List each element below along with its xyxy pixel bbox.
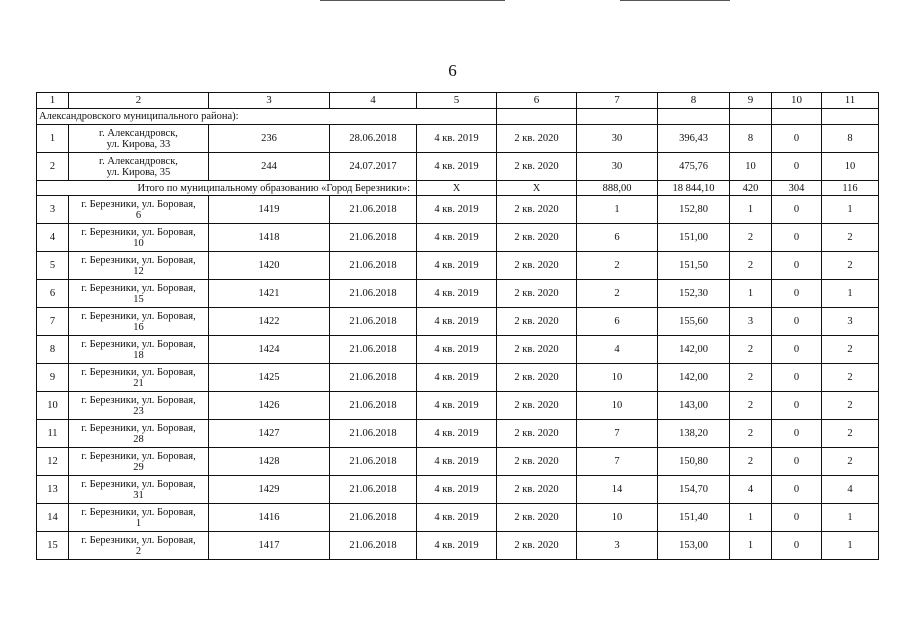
registry-number: 1417 [209, 532, 330, 560]
end-period: 2 кв. 2020 [497, 280, 577, 308]
value-cell: 2 [577, 280, 658, 308]
total-row [37, 181, 879, 196]
area-cell: 155,60 [658, 308, 730, 336]
end-period: 2 кв. 2020 [497, 196, 577, 224]
count-cell: 10 [730, 153, 772, 181]
address-cell [69, 420, 209, 448]
address-line: 15 [133, 293, 144, 305]
registry-number: 1426 [209, 392, 330, 420]
count-cell: 8 [822, 125, 879, 153]
start-period: 4 кв. 2019 [417, 504, 497, 532]
value-cell: 30 [577, 125, 658, 153]
address-cell [69, 196, 209, 224]
empty-cell [730, 109, 772, 125]
end-period: 2 кв. 2020 [497, 420, 577, 448]
count-cell: 1 [822, 280, 879, 308]
count-cell: 2 [822, 448, 879, 476]
count-cell: 2 [730, 364, 772, 392]
section-row [37, 109, 879, 125]
start-period: 4 кв. 2019 [417, 532, 497, 560]
table-row [37, 532, 879, 560]
count-cell: 2 [822, 364, 879, 392]
date-cell: 21.06.2018 [330, 392, 417, 420]
address-line: г. Березники, ул. Боровая, [81, 422, 196, 434]
address-line: 16 [133, 321, 144, 333]
count-cell: 2 [822, 224, 879, 252]
table-row [37, 196, 879, 224]
start-period: 4 кв. 2019 [417, 392, 497, 420]
column-number: 4 [330, 93, 417, 109]
row-number: 8 [37, 336, 69, 364]
column-number: 5 [417, 93, 497, 109]
address-line: г. Александровск, [99, 155, 178, 167]
table-row [37, 308, 879, 336]
count-cell: 2 [730, 420, 772, 448]
area-cell: 154,70 [658, 476, 730, 504]
count-cell: 8 [730, 125, 772, 153]
table-row [37, 504, 879, 532]
registry-number: 1416 [209, 504, 330, 532]
date-cell: 21.06.2018 [330, 476, 417, 504]
count-cell: 2 [730, 392, 772, 420]
date-cell: 21.06.2018 [330, 364, 417, 392]
row-number: 12 [37, 448, 69, 476]
registry-number: 1429 [209, 476, 330, 504]
address-line: 10 [133, 237, 144, 249]
area-cell: 142,00 [658, 336, 730, 364]
end-period: 2 кв. 2020 [497, 532, 577, 560]
column-number: 6 [497, 93, 577, 109]
registry-number: 1428 [209, 448, 330, 476]
column-number: 10 [772, 93, 822, 109]
row-number: 14 [37, 504, 69, 532]
address-line: г. Березники, ул. Боровая, [81, 394, 196, 406]
column-number: 8 [658, 93, 730, 109]
address-line: 2 [135, 545, 142, 557]
address-line: г. Березники, ул. Боровая, [81, 534, 196, 546]
end-period: 2 кв. 2020 [497, 252, 577, 280]
table-row [37, 420, 879, 448]
end-period: 2 кв. 2020 [497, 153, 577, 181]
registry-number: 1424 [209, 336, 330, 364]
end-period: 2 кв. 2020 [497, 364, 577, 392]
date-cell: 21.06.2018 [330, 280, 417, 308]
table-row [37, 224, 879, 252]
count-cell: 0 [772, 364, 822, 392]
empty-cell [497, 109, 577, 125]
table-body [37, 93, 879, 560]
start-period: 4 кв. 2019 [417, 476, 497, 504]
row-number: 9 [37, 364, 69, 392]
value-cell: 1 [577, 196, 658, 224]
address-cell [69, 224, 209, 252]
address-line: 6 [135, 209, 142, 221]
area-cell: 475,76 [658, 153, 730, 181]
column-number: 2 [69, 93, 209, 109]
row-number: 13 [37, 476, 69, 504]
count-cell: 2 [822, 392, 879, 420]
end-period: 2 кв. 2020 [497, 448, 577, 476]
count-cell: 0 [772, 224, 822, 252]
value-cell: 6 [577, 308, 658, 336]
address-line: г. Березники, ул. Боровая, [81, 198, 196, 210]
count-cell: 4 [822, 476, 879, 504]
address-line: 28 [133, 433, 144, 445]
total-cell: X [417, 181, 497, 196]
count-cell: 2 [730, 252, 772, 280]
count-cell: 0 [772, 476, 822, 504]
count-cell: 0 [772, 308, 822, 336]
registry-number: 1422 [209, 308, 330, 336]
count-cell: 1 [730, 532, 772, 560]
count-cell: 3 [730, 308, 772, 336]
table-row [37, 153, 879, 181]
start-period: 4 кв. 2019 [417, 420, 497, 448]
empty-cell [822, 109, 879, 125]
address-cell [69, 392, 209, 420]
count-cell: 2 [730, 336, 772, 364]
area-cell: 151,00 [658, 224, 730, 252]
address-cell [69, 336, 209, 364]
value-cell: 7 [577, 448, 658, 476]
address-line: г. Березники, ул. Боровая, [81, 450, 196, 462]
start-period: 4 кв. 2019 [417, 308, 497, 336]
scan-artifact-line [620, 0, 730, 1]
count-cell: 3 [822, 308, 879, 336]
row-number: 7 [37, 308, 69, 336]
date-cell: 21.06.2018 [330, 224, 417, 252]
value-cell: 6 [577, 224, 658, 252]
end-period: 2 кв. 2020 [497, 504, 577, 532]
count-cell: 0 [772, 392, 822, 420]
address-line: г. Березники, ул. Боровая, [81, 366, 196, 378]
value-cell: 7 [577, 420, 658, 448]
area-cell: 150,80 [658, 448, 730, 476]
row-number: 10 [37, 392, 69, 420]
address-cell [69, 476, 209, 504]
registry-number: 1421 [209, 280, 330, 308]
value-cell: 3 [577, 532, 658, 560]
registry-number: 244 [209, 153, 330, 181]
registry-number: 1419 [209, 196, 330, 224]
date-cell: 21.06.2018 [330, 420, 417, 448]
address-line: ул. Кирова, 35 [106, 166, 171, 178]
count-cell: 1 [730, 280, 772, 308]
area-cell: 151,40 [658, 504, 730, 532]
column-number-row [37, 93, 879, 109]
date-cell: 21.06.2018 [330, 196, 417, 224]
start-period: 4 кв. 2019 [417, 448, 497, 476]
address-cell [69, 364, 209, 392]
registry-number: 1418 [209, 224, 330, 252]
end-period: 2 кв. 2020 [497, 392, 577, 420]
start-period: 4 кв. 2019 [417, 224, 497, 252]
value-cell: 2 [577, 252, 658, 280]
address-cell [69, 504, 209, 532]
table-row [37, 476, 879, 504]
value-cell: 4 [577, 336, 658, 364]
page-number: 6 [448, 61, 457, 80]
date-cell: 24.07.2017 [330, 153, 417, 181]
address-line: г. Березники, ул. Боровая, [81, 506, 196, 518]
table-row [37, 252, 879, 280]
column-number: 3 [209, 93, 330, 109]
table-row [37, 392, 879, 420]
total-cell: 304 [772, 181, 822, 196]
count-cell: 0 [772, 336, 822, 364]
address-cell [69, 308, 209, 336]
address-cell [69, 153, 209, 181]
area-cell: 143,00 [658, 392, 730, 420]
table-row [37, 448, 879, 476]
row-number: 5 [37, 252, 69, 280]
address-cell [69, 280, 209, 308]
address-line: 1 [135, 517, 142, 529]
table-row [37, 125, 879, 153]
table-row [37, 364, 879, 392]
area-cell: 152,80 [658, 196, 730, 224]
total-cell: 18 844,10 [658, 181, 730, 196]
count-cell: 2 [730, 224, 772, 252]
start-period: 4 кв. 2019 [417, 196, 497, 224]
table-row [37, 280, 879, 308]
empty-cell [772, 109, 822, 125]
start-period: 4 кв. 2019 [417, 153, 497, 181]
count-cell: 0 [772, 448, 822, 476]
address-line: ул. Кирова, 33 [106, 138, 171, 150]
count-cell: 0 [772, 504, 822, 532]
end-period: 2 кв. 2020 [497, 308, 577, 336]
start-period: 4 кв. 2019 [417, 252, 497, 280]
registry-number: 236 [209, 125, 330, 153]
date-cell: 21.06.2018 [330, 308, 417, 336]
value-cell: 10 [577, 504, 658, 532]
count-cell: 1 [822, 532, 879, 560]
count-cell: 2 [822, 252, 879, 280]
row-number: 3 [37, 196, 69, 224]
row-number: 11 [37, 420, 69, 448]
end-period: 2 кв. 2020 [497, 224, 577, 252]
address-cell [69, 252, 209, 280]
empty-cell [577, 109, 658, 125]
section-title: Александровского муниципального района): [37, 109, 497, 125]
count-cell: 1 [822, 196, 879, 224]
registry-number: 1420 [209, 252, 330, 280]
start-period: 4 кв. 2019 [417, 125, 497, 153]
value-cell: 14 [577, 476, 658, 504]
address-line: 12 [133, 265, 144, 277]
address-line: г. Березники, ул. Боровая, [81, 338, 196, 350]
date-cell: 21.06.2018 [330, 448, 417, 476]
row-number: 1 [37, 125, 69, 153]
row-number: 6 [37, 280, 69, 308]
count-cell: 1 [822, 504, 879, 532]
total-cell: 888,00 [577, 181, 658, 196]
registry-number: 1425 [209, 364, 330, 392]
address-line: 23 [133, 405, 144, 417]
address-line: 18 [133, 349, 144, 361]
count-cell: 0 [772, 532, 822, 560]
area-cell: 152,30 [658, 280, 730, 308]
address-line: г. Березники, ул. Боровая, [81, 310, 196, 322]
total-cell: 116 [822, 181, 879, 196]
count-cell: 1 [730, 504, 772, 532]
count-cell: 0 [772, 196, 822, 224]
value-cell: 10 [577, 392, 658, 420]
address-cell [69, 532, 209, 560]
date-cell: 28.06.2018 [330, 125, 417, 153]
count-cell: 0 [772, 280, 822, 308]
area-cell: 142,00 [658, 364, 730, 392]
empty-cell [658, 109, 730, 125]
count-cell: 0 [772, 153, 822, 181]
row-number: 15 [37, 532, 69, 560]
area-cell: 138,20 [658, 420, 730, 448]
count-cell: 10 [822, 153, 879, 181]
count-cell: 2 [730, 448, 772, 476]
count-cell: 4 [730, 476, 772, 504]
address-cell [69, 125, 209, 153]
value-cell: 10 [577, 364, 658, 392]
address-line: г. Александровск, [99, 127, 178, 139]
address-line: 21 [133, 377, 144, 389]
date-cell: 21.06.2018 [330, 336, 417, 364]
value-cell: 30 [577, 153, 658, 181]
count-cell: 0 [772, 252, 822, 280]
column-number: 1 [37, 93, 69, 109]
registry-number: 1427 [209, 420, 330, 448]
area-cell: 151,50 [658, 252, 730, 280]
total-cell: X [497, 181, 577, 196]
column-number: 11 [822, 93, 879, 109]
area-cell: 396,43 [658, 125, 730, 153]
date-cell: 21.06.2018 [330, 252, 417, 280]
address-line: 31 [133, 489, 144, 501]
end-period: 2 кв. 2020 [497, 476, 577, 504]
address-line: г. Березники, ул. Боровая, [81, 226, 196, 238]
start-period: 4 кв. 2019 [417, 280, 497, 308]
count-cell: 2 [822, 420, 879, 448]
end-period: 2 кв. 2020 [497, 336, 577, 364]
total-label: Итого по муниципальному образованию «Город Березники»: [37, 181, 417, 196]
total-cell: 420 [730, 181, 772, 196]
column-number: 9 [730, 93, 772, 109]
start-period: 4 кв. 2019 [417, 364, 497, 392]
count-cell: 0 [772, 420, 822, 448]
area-cell: 153,00 [658, 532, 730, 560]
address-line: 29 [133, 461, 144, 473]
column-number: 7 [577, 93, 658, 109]
date-cell: 21.06.2018 [330, 504, 417, 532]
scan-artifact-line [320, 0, 505, 1]
date-cell: 21.06.2018 [330, 532, 417, 560]
count-cell: 1 [730, 196, 772, 224]
address-line: г. Березники, ул. Боровая, [81, 282, 196, 294]
row-number: 4 [37, 224, 69, 252]
row-number: 2 [37, 153, 69, 181]
address-line: г. Березники, ул. Боровая, [81, 478, 196, 490]
address-cell [69, 448, 209, 476]
table-row [37, 336, 879, 364]
count-cell: 0 [772, 125, 822, 153]
count-cell: 2 [822, 336, 879, 364]
end-period: 2 кв. 2020 [497, 125, 577, 153]
data-table [36, 92, 879, 560]
start-period: 4 кв. 2019 [417, 336, 497, 364]
address-line: г. Березники, ул. Боровая, [81, 254, 196, 266]
